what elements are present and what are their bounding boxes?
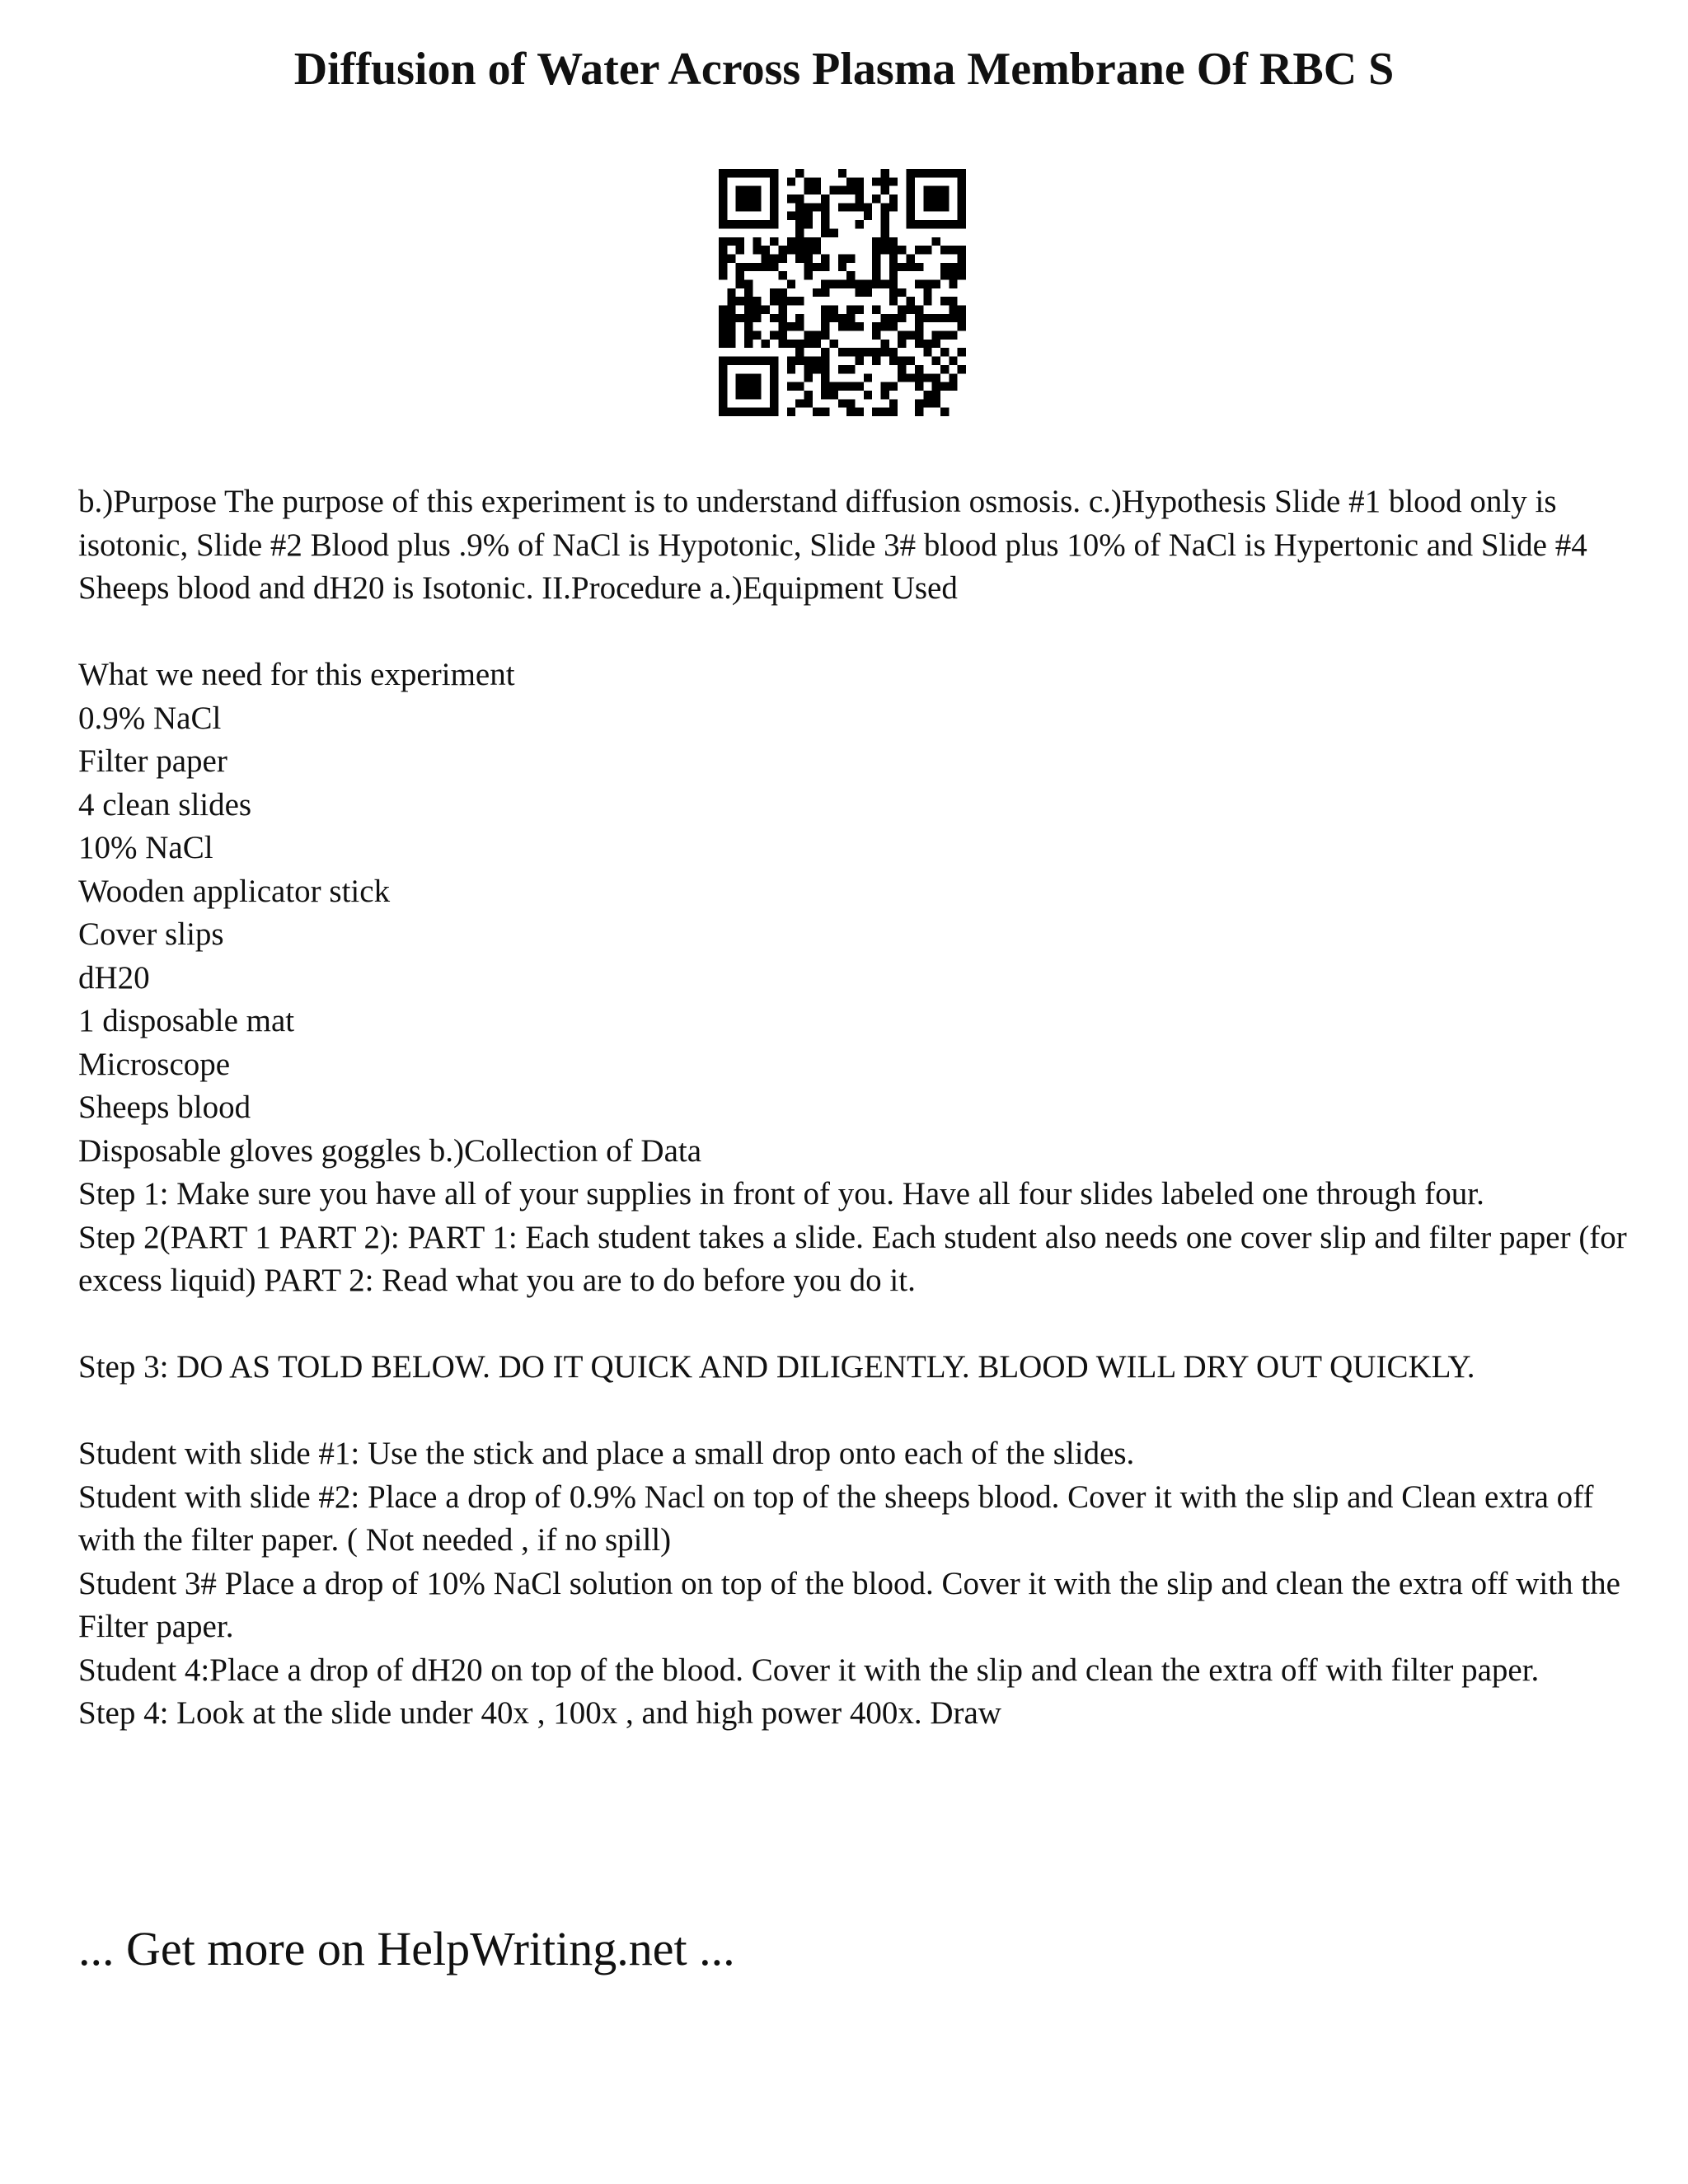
instruction-slide-3: Student 3# Place a drop of 10% NaCl solution on top of the blood. Cover it with the slip and clean the extra off with the Filter paper. (78, 1565, 1629, 1644)
step-4: Step 4: Look at the slide under 40x , 100x , and high power 400x. Draw (78, 1695, 1001, 1731)
material-item: Sheeps blood (78, 1090, 251, 1125)
material-item: 10% NaCl (78, 830, 213, 865)
step-3: Step 3: DO AS TOLD BELOW. DO IT QUICK AND DILIGENTLY. BLOOD WILL DRY OUT QUICKLY. (78, 1349, 1475, 1385)
material-item: Disposable gloves goggles b.)Collection of Data (78, 1132, 702, 1169)
footer-link-text: ... Get more on HelpWriting.net ... (78, 1922, 735, 1975)
material-item: 4 clean slides (78, 786, 252, 823)
instruction-slide-2: Student with slide #2: Place a drop of 0.9% Nacl on top of the sheeps blood. Cover it with the slip and Clean extra off with the filter paper. ( Not needed , if no spill) (78, 1479, 1602, 1558)
material-item: Microscope (78, 1046, 231, 1082)
document-title: Diffusion of Water Across Plasma Membrane Of RBC S (293, 44, 1395, 95)
step-2: Step 2(PART 1 PART 2): PART 1: Each student takes a slide. Each student also needs one cover slip and filter paper (for excess liquid) PART 2: Read what you are to do before you do it. (78, 1219, 1635, 1298)
qr-code-icon (719, 169, 966, 416)
instruction-slide-4: Student 4:Place a drop of dH20 on top of the blood. Cover it with the slip and clean the extra off with filter paper. (78, 1652, 1540, 1688)
material-item: dH20 (78, 959, 150, 996)
material-item: 1 disposable mat (78, 1003, 295, 1038)
purpose-hypothesis-paragraph: b.)Purpose The purpose of this experiment is to understand diffusion osmosis. c.)Hypothesis Slide #1 blood only is isotonic, Slide #2 Blood plus .9% of NaCl is Hypotonic, Slide 3# blood plus 10% of NaCl is Hypertonic and Slide #4 Sheeps blood and dH20 is Isotonic. II.Procedure a.)Equipment Used (78, 484, 1596, 606)
instruction-slide-1: Student with slide #1: Use the stick and place a small drop onto each of the slides. (78, 1436, 1135, 1471)
material-item: Filter paper (78, 743, 227, 779)
material-item: Wooden applicator stick (78, 873, 391, 909)
material-item: 0.9% NaCl (78, 700, 222, 736)
step-1: Step 1: Make sure you have all of your supplies in front of you. Have all four slides labeled one through four. (78, 1176, 1484, 1212)
material-item: Cover slips (78, 916, 224, 952)
document-body (78, 480, 1635, 1736)
materials-heading: What we need for this experiment (78, 657, 515, 692)
